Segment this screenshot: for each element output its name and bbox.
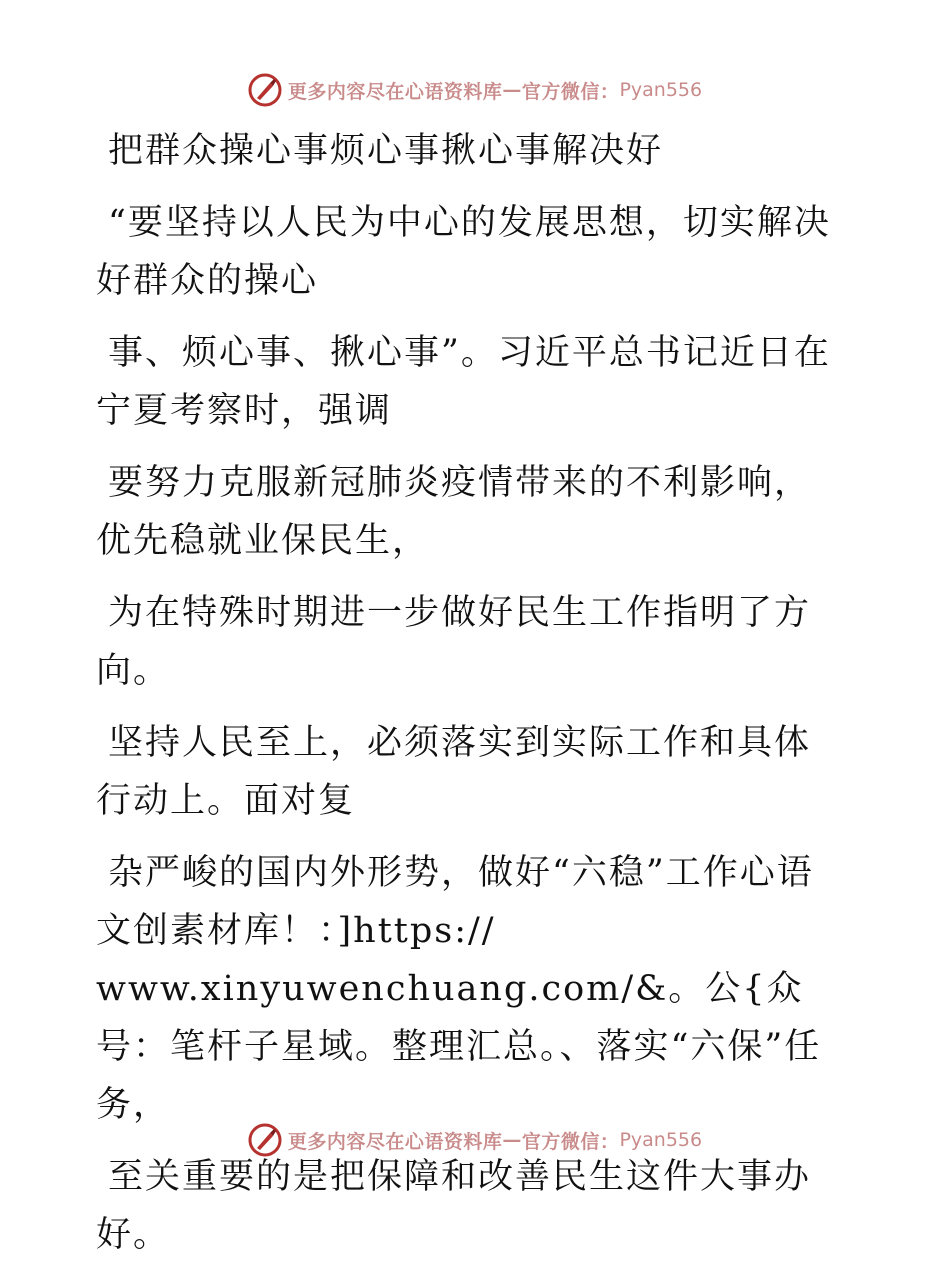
pen-logo-icon [248,73,282,107]
watermark-official: 官方微信： [521,80,620,103]
footer-watermark [0,1120,950,1160]
header-watermark [0,70,950,110]
watermark-dash: — [502,79,522,101]
watermark-dash: — [502,1129,522,1151]
document-body [96,122,836,1278]
paragraph: 为在特殊时期进一步做好民生工作指明了方向。 [96,593,812,691]
watermark-official: 官方微信： [521,1130,620,1153]
paragraph-url: www.xinyuwenchuang.com/&。公{众号：笔杆子星域。整理汇总。、落实“六保”任务， [96,969,822,1125]
paragraph: 至关重要的是把保障和改善民生这件大事办好。 [96,1157,812,1255]
watermark-prefix: 更多内容尽在心语资料库 [287,1130,503,1153]
paragraph: 要努力克服新冠肺炎疫情带来的不利影响，优先稳就业保民生， [96,463,812,561]
paragraph-title: 把群众操心事烦心事揪心事解决好 [108,131,664,171]
paragraph: 坚持人民至上，必须落实到实际工作和具体行动上。面对复 [96,723,812,821]
paragraph: 事、烦心事、揪心事”。习近平总书记近日在宁夏考察时，强调 [96,333,831,431]
watermark-account: Pyan556 [619,79,703,101]
watermark-account: Pyan556 [619,1129,703,1151]
watermark-prefix: 更多内容尽在心语资料库 [287,80,503,103]
paragraph: “要坚持以人民为中心的发展思想，切实解决好群众的操心 [96,203,831,301]
pen-logo-icon [248,1123,282,1157]
paragraph: 杂严峻的国内外形势，做好“六稳”工作心语文创素材库！：]https:// [96,853,814,951]
